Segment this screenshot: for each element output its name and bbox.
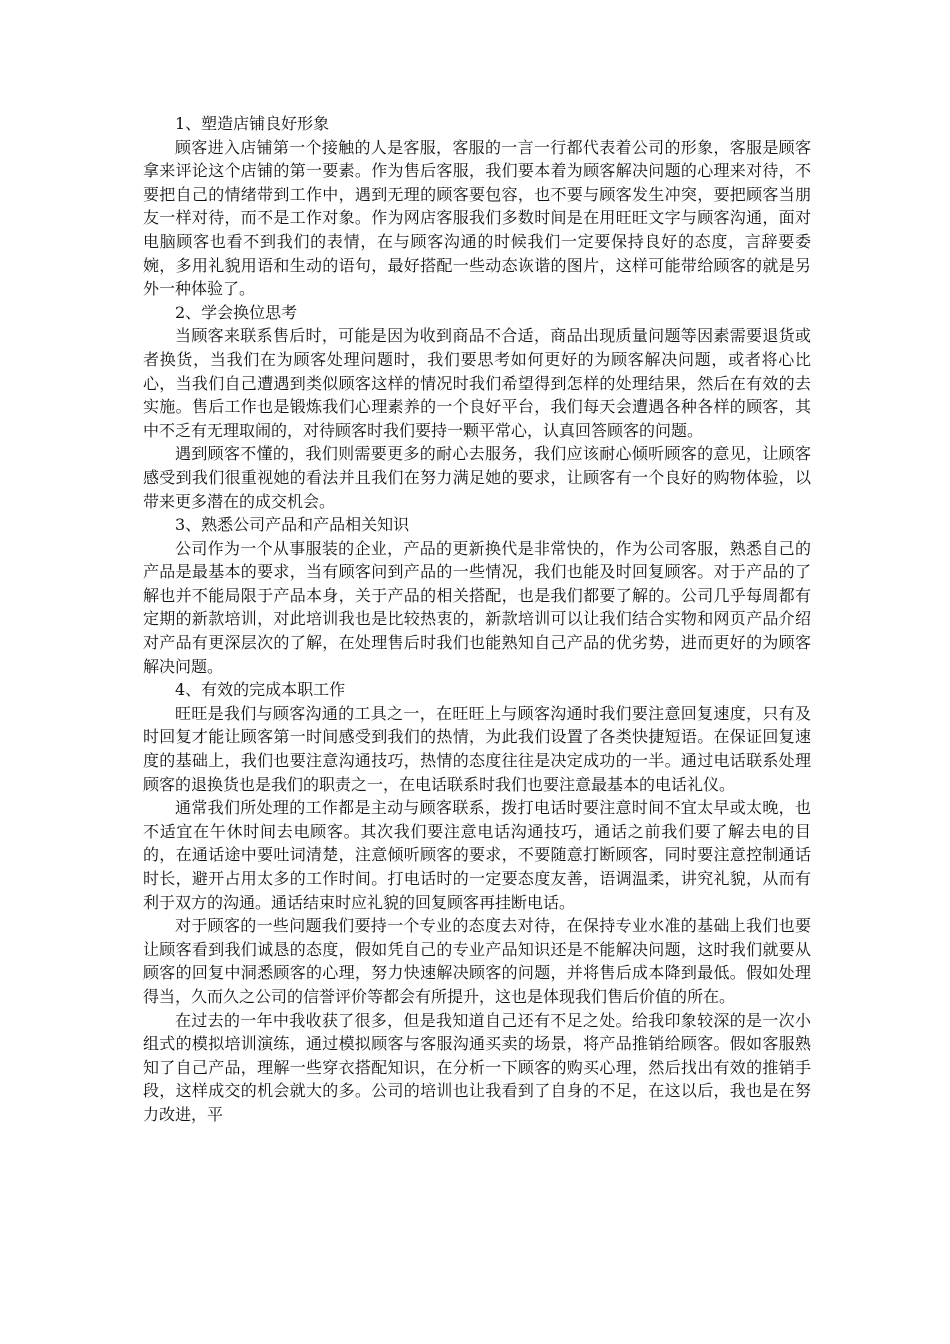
paragraph: 在过去的一年中我收获了很多，但是我知道自己还有不足之处。给我印象较深的是一次小组式的模拟培训演练，通过模拟顾客与客服沟通买卖的场景，将产品推销给顾客。假如客服熟知了自己产品，理解一些穿衣搭配知识，在分析一下顾客的购买心理，然后找出有效的推销手段，这样成交的机会就大的多。公司的培训也让我看到了自身的不足，在这以后，我也是在努力改进，平 <box>143 1010 811 1124</box>
section-heading: 2、学会换位思考 <box>175 302 298 322</box>
paragraph: 遇到顾客不懂的，我们则需要更多的耐心去服务，我们应该耐心倾听顾客的意见，让顾客感受到我们很重视她的看法并且我们在努力满足她的要求，让顾客有一个良好的购物体验，以带来更多潜在的成交机会。 <box>143 444 811 511</box>
paragraph: 当顾客来联系售后时，可能是因为收到商品不合适，商品出现质量问题等因素需要退货或者换货，当我们在为顾客处理问题时，我们要思考如何更好的为顾客解决问题，或者将心比心，当我们自己遭遇到类似顾客这样的情况时我们希望得到怎样的处理结果，然后在有效的去实施。售后工作也是锻炼我们心理素养的一个良好平台，我们每天会遭遇各种各样的顾客，其中不乏有无理取闹的，对待顾客时我们要持一颗平常心，认真回答顾客的问题。 <box>143 326 811 440</box>
paragraph: 顾客进入店铺第一个接触的人是客服，客服的一言一行都代表着公司的形象，客服是顾客拿来评论这个店铺的第一要素。作为售后客服，我们要本着为顾客解决问题的心理来对待，不要把自己的情绪带到工作中，遇到无理的顾客要包容，也不要与顾客发生冲突，要把顾客当朋友一样对待，而不是工作对象。作为网店客服我们多数时间是在用旺旺文字与顾客沟通，面对电脑顾客也看不到我们的表情，在与顾客沟通的时候我们一定要保持良好的态度，言辞要委婉，多用礼貌用语和生动的语句，最好搭配一些动态诙谐的图片，这样可能带给顾客的就是另外一种体验了。 <box>143 137 811 299</box>
paragraph: 通常我们所处理的工作都是主动与顾客联系，拨打电话时要注意时间不宜太早或太晚，也不适宜在午休时间去电顾客。其次我们要注意电话沟通技巧，通话之前我们要了解去电的目的，在通话途中要吐词清楚，注意倾听顾客的要求，不要随意打断顾客，同时要注意控制通话时长，避开占用太多的工作时间。打电话时的一定要态度友善，语调温柔，讲究礼貌，从而有利于双方的沟通。通话结束时应礼貌的回复顾客再挂断电话。 <box>143 798 811 912</box>
section-heading: 1、塑造店铺良好形象 <box>175 114 330 133</box>
paragraph: 公司作为一个从事服装的企业，产品的更新换代是非常快的，作为公司客服，熟悉自己的产品是最基本的要求，当有顾客问到产品的一些情况，我们也能及时回复顾客。对于产品的了解也并不能局限于产品本身，关于产品的相关搭配，也是我们都要了解的。公司几乎每周都有定期的新款培训，对此培训我也是比较热衷的，新款培训可以让我们结合实物和网页产品介绍对产品有更深层次的了解，在处理售后时我们也能熟知自己产品的优劣势，进而更好的为顾客解决问题。 <box>143 538 811 676</box>
section-heading: 4、有效的完成本职工作 <box>175 680 346 700</box>
section-heading: 3、熟悉公司产品和产品相关知识 <box>175 515 410 535</box>
document-page <box>143 112 811 1127</box>
paragraph: 旺旺是我们与顾客沟通的工具之一，在旺旺上与顾客沟通时我们要注意回复速度，只有及时回复才能让顾客第一时间感受到我们的热情，为此我们设置了各类快捷短语。在保证回复速度的基础上，我们也要注意沟通技巧，热情的态度往往是决定成功的一半。通过电话联系处理顾客的退换货也是我们的职责之一，在电话联系时我们也要注意最基本的电话礼仪。 <box>143 703 811 794</box>
paragraph: 对于顾客的一些问题我们要持一个专业的态度去对待，在保持专业水准的基础上我们也要让顾客看到我们诚恳的态度，假如凭自己的专业产品知识还是不能解决问题，这时我们就要从顾客的回复中洞悉顾客的心理，努力快速解决顾客的问题，并将售后成本降到最低。假如处理得当，久而久之公司的信誉评价等都会有所提升，这也是体现我们售后价值的所在。 <box>143 916 811 1006</box>
